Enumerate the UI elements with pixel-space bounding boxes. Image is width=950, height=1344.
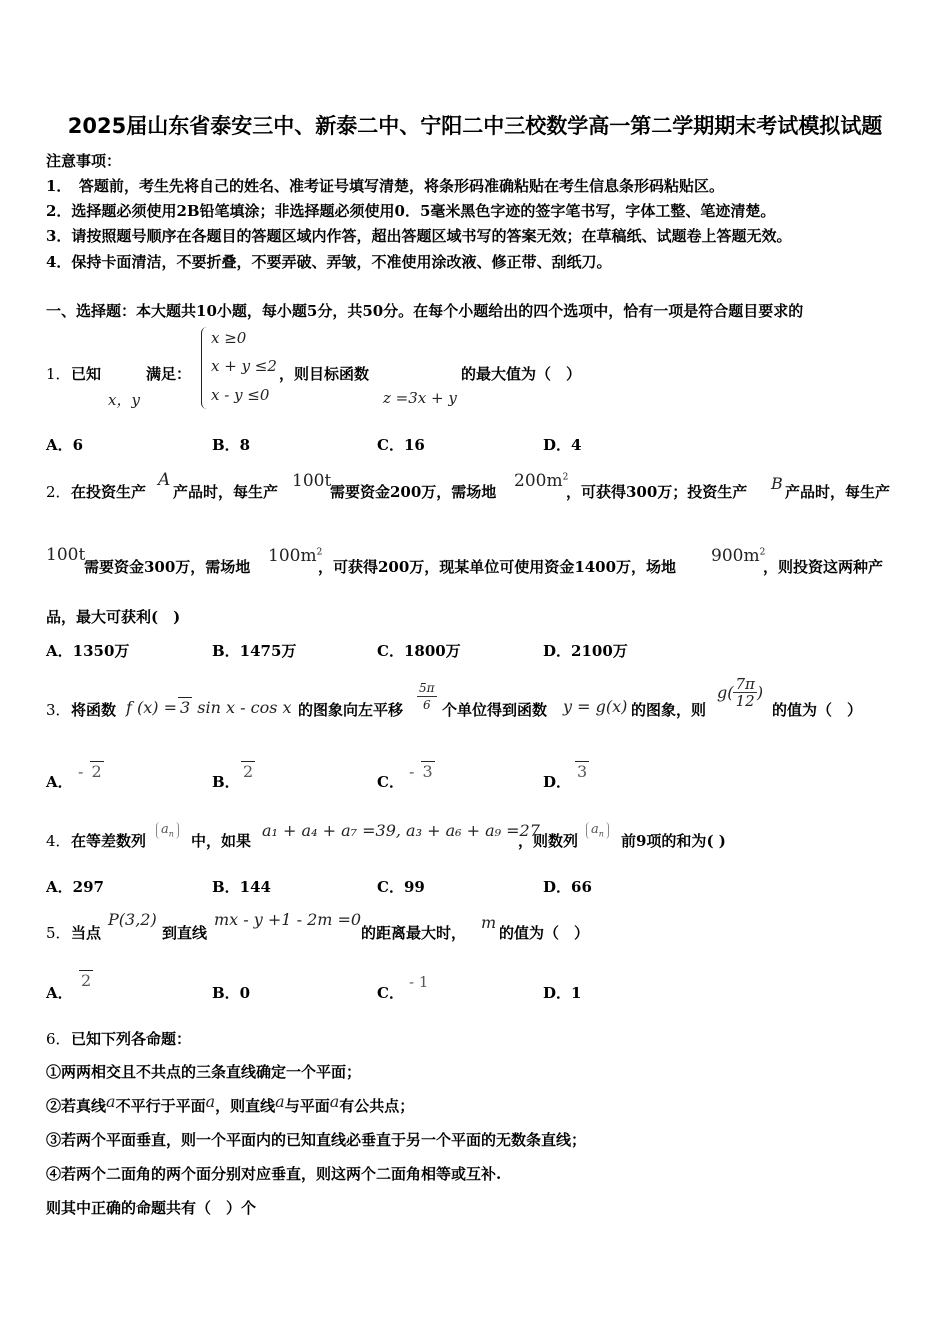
notice-item-1: 1． 答题前，考生先将自己的姓名、准考证号填写清楚，将条形码准确粘贴在考生信息条形码粘贴区。	[46, 177, 724, 195]
q1-text-3: ，则目标函数	[279, 365, 370, 383]
q3-number: 3．	[46, 701, 71, 719]
q2-option-a: A．1350万	[46, 642, 130, 660]
notice-item-2: 2．选择题必须使用2B铅笔填涂；非选择题必须使用0．5毫米黑色字迹的签字笔书写，字体工整、笔迹清楚。	[46, 202, 776, 220]
q5-option-c-label: C．	[377, 984, 404, 1002]
q1-constraint-2: x + y ≤2	[211, 357, 277, 375]
q4-option-d: D．66	[543, 878, 592, 896]
q3-option-a-value: - 2	[78, 762, 102, 781]
constraint-brace	[201, 327, 208, 409]
q1-text-2: 满足：	[146, 365, 192, 383]
q3-option-c-value: - 3	[409, 762, 433, 781]
q3-text-3: 个单位得到函数	[442, 701, 548, 719]
q2-product-b: B	[771, 474, 783, 493]
q3-shift-fraction: $\frac{5\pi}{6}$	[419, 681, 435, 712]
q6-number: 6．	[46, 1030, 71, 1048]
notice-item-4: 4．保持卡面清洁，不要折叠，不要弄破、弄皱，不准使用涂改液、修正带、刮纸刀。	[46, 253, 612, 271]
q1-option-d: D．4	[543, 436, 582, 454]
q1-option-c: C．16	[377, 436, 425, 454]
q3-text-4: 的图象，则	[631, 701, 707, 719]
q5-text-1: 当点	[71, 924, 102, 942]
q2-math-3: 100t	[46, 545, 86, 565]
q6-proposition-2: ②若真线a不平行于平面a，则直线a与平面a有公共点；	[46, 1092, 415, 1115]
q2-number: 2．	[46, 483, 71, 501]
q1-number: 1．	[46, 365, 71, 383]
q2-text-6: 需要资金300万，需场地	[84, 558, 251, 576]
q3-option-d-label: D．	[543, 773, 572, 791]
q2-product-a: A	[158, 470, 171, 490]
q2-math-5: $900m^2$	[711, 546, 766, 566]
q5-text-4: 的值为（ ）	[499, 924, 590, 942]
q3-function: f (x) = 3 sin x - cos x	[126, 698, 292, 717]
q2-math-2: $200m^2$	[514, 471, 569, 491]
q4-text-1: 在等差数列	[71, 832, 147, 850]
q2-text-7: ，可获得200万，现某单位可使用资金1400万，场地	[318, 558, 677, 576]
q5-option-a-value: 2	[81, 971, 92, 990]
q5-text-2: 到直线	[162, 924, 208, 942]
q2-text-8: ，则投资这两种产	[763, 558, 884, 576]
q1-text-4: 的最大值为（ ）	[461, 365, 582, 383]
q4-equation: a₁ + a₄ + a₇ =39, a₃ + a₆ + a₉ =27	[262, 821, 540, 840]
q1-option-a: A．6	[46, 436, 84, 454]
q5-text-3: 的距离最大时，	[361, 924, 467, 942]
q5-point: P(3,2)	[108, 910, 157, 929]
q2-text-5: 产品时，每生产	[785, 483, 891, 501]
notice-item-3: 3．请按照题号顺序在各题目的答题区域内作答，超出答题区域书写的答案无效；在草稿纸、试题卷上答题无效。	[46, 227, 792, 245]
q3-text-2: 的图象向左平移	[298, 701, 404, 719]
q4-text-2: 中，如果	[191, 832, 252, 850]
q1-text-1: 已知	[71, 365, 102, 383]
q2-text-4: ，可获得300万；投资生产	[566, 483, 748, 501]
q4-sequence-2: $a_n$	[586, 819, 609, 839]
q5-number: 5．	[46, 924, 71, 942]
q4-option-b: B．144	[212, 878, 271, 896]
q4-number: 4．	[46, 832, 71, 850]
q2-math-4: $100m^2$	[268, 546, 323, 566]
q2-option-c: C．1800万	[377, 642, 461, 660]
q3-option-c-label: C．	[377, 773, 404, 791]
q6-question: 则其中正确的命题共有（ ）个	[46, 1199, 257, 1217]
q3-option-a-label: A．	[46, 773, 73, 791]
q6-proposition-3: ③若两个平面垂直，则一个平面内的已知直线必垂直于另一个平面的无数条直线；	[46, 1131, 587, 1149]
q3-text-1: 将函数	[71, 701, 117, 719]
q1-vars: x，y	[108, 391, 140, 409]
q6-text-1: 已知下列各命题：	[71, 1030, 192, 1048]
q3-option-b-value: 2	[243, 762, 254, 781]
q5-m: m	[481, 913, 497, 932]
notice-heading: 注意事项：	[46, 152, 122, 170]
q3-g-value: g( $\frac{7\pi}{12}$ )	[717, 675, 764, 710]
q2-text-2: 产品时，每生产	[173, 483, 279, 501]
q5-option-b: B．0	[212, 984, 251, 1002]
q4-text-3: ，则数列	[518, 832, 579, 850]
q1-constraint-3: x - y ≤0	[211, 386, 270, 404]
q3-option-b-label: B．	[212, 773, 240, 791]
q1-constraint-1: x ≥0	[211, 329, 247, 347]
q5-option-c-value: - 1	[409, 973, 429, 991]
section-heading: 一、选择题：本大题共10小题，每小题5分，共50分。在每个小题给出的四个选项中，恰有一项是符合题目要求的	[46, 302, 804, 320]
q4-text-4: 前9项的和为( )	[621, 832, 726, 850]
q2-option-b: B．1475万	[212, 642, 297, 660]
q2-text-1: 在投资生产	[71, 483, 147, 501]
page-title: 2025届山东省泰安三中、新泰二中、宁阳二中三校数学高一第二学期期末考试模拟试题	[67, 114, 883, 138]
q5-line: mx - y +1 - 2m =0	[214, 910, 362, 929]
q3-option-d-value: 3	[577, 762, 588, 781]
q2-text-9: 品，最大可获利( )	[46, 608, 181, 626]
q4-sequence-1: $a_n$	[156, 819, 179, 839]
q4-option-c: C．99	[377, 878, 425, 896]
q2-option-d: D．2100万	[543, 642, 628, 660]
q4-option-a: A．297	[46, 878, 104, 896]
q6-proposition-4: ④若两个二面角的两个面分别对应垂直，则这两个二面角相等或互补.	[46, 1165, 502, 1183]
q3-g-function: y = g(x)	[563, 697, 628, 716]
q5-option-d: D．1	[543, 984, 582, 1002]
q2-text-3: 需要资金200万，需场地	[330, 483, 497, 501]
q1-option-b: B．8	[212, 436, 251, 454]
q2-math-1: 100t	[292, 471, 332, 491]
q5-option-a-label: A．	[46, 984, 73, 1002]
q6-proposition-1: ①两两相交且不共点的三条直线确定一个平面；	[46, 1063, 362, 1081]
q3-text-5: 的值为（ ）	[772, 701, 863, 719]
q1-objective: z =3x + y	[383, 389, 457, 407]
